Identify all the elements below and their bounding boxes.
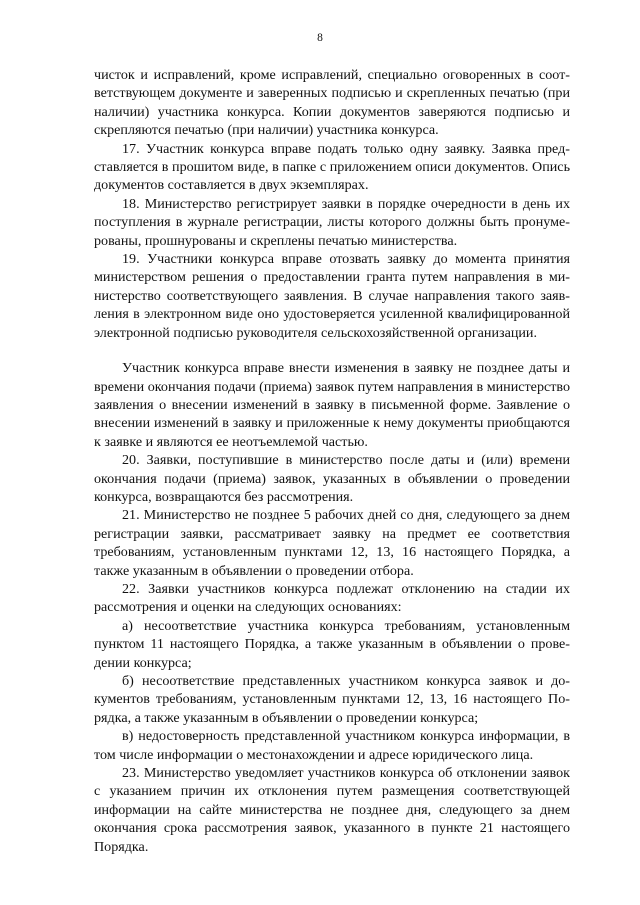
paragraph-continuation: чисток и исправлений, кроме исправлений, специально оговоренных в соответствующем документе и заверенных подписью и скрепленных печатью (при наличии) участника конкурса. Копии документов заверяются подписью и скрепляются печатью (при наличии) участника конкурса.: [94, 67, 570, 139]
paragraph-20: 20. Заявки, поступившие в министерство после даты и (или) времени окончания подачи (приема) заявок, указанных в объявлении о проведении конкурса, возвращаются без рассмотрения.: [94, 452, 570, 505]
paragraph-22-b: б) несоответствие представленных участником конкурса заявок и документов требованиям, установленным пунктами 12, 13, 16 настоящего Порядка, а также указанным в объявлении о проведении конкурса;: [94, 673, 570, 726]
paragraph-22-c: в) недостоверность представленной участником конкурса информации, в том числе информации о местонахождении и адресе юридического лица.: [94, 728, 570, 763]
document-body: [94, 66, 570, 856]
paragraph-19: 19. Участники конкурса вправе отозвать заявку до момента принятия министерством решения о предоставлении гранта путем направления в министерство соответствующего заявления. В случае направления такого заявления в электронном виде оно удостоверяется усиленной квалифицированной электронной подписью руководителя сельскохозяйственной организации.: [94, 251, 570, 341]
paragraph-19-amendments: Участник конкурса вправе внести изменения в заявку не позднее даты и времени окончания подачи (приема) заявок путем направления в министерство заявления о внесении изменений в заявку в письменной форме. Заявление о внесении изменений в заявку и приложенные к нему документы приобщаются к заявке и являются ее неотъемлемой частью.: [94, 360, 571, 450]
page-number: 8: [317, 32, 323, 44]
paragraph-18: 18. Министерство регистрирует заявки в порядке очередности в день их поступления в журнале регистрации, листы которого должны быть пронумерованы, прошнурованы и скреплены печатью министерства.: [94, 195, 570, 249]
paragraph-22-a: а) несоответствие участника конкурса требованиям, установленным пунктом 11 настоящего Порядка, а также указанным в объявлении о проведении конкурса;: [94, 617, 570, 671]
paragraph-17: 17. Участник конкурса вправе подать только одну заявку. Заявка представляется в прошитом виде, в папке с приложением описи документов. Опись документов составляется в двух экземплярах.: [94, 140, 570, 194]
paragraph-23: 23. Министерство уведомляет участников конкурса об отклонении заявок с указанием причин их отклонения путем размещения соответствующей информации на сайте министерства не позднее дня, следующего за днем окончания срока рассмотрения заявок, указанного в пункте 21 настоящего Порядка.: [94, 765, 570, 855]
paragraph-22: 22. Заявки участников конкурса подлежат отклонению на стадии их рассмотрения и оценки на следующих основаниях:: [94, 580, 570, 616]
paragraph-21: 21. Министерство не позднее 5 рабочих дней со дня, следующего за днем регистрации заявки, рассматривает заявку на предмет ее соответствия требованиям, установленным пунктами 12, 13, 16 настоящего Порядка, а также указанным в объявлении о проведении отбора.: [94, 507, 570, 579]
